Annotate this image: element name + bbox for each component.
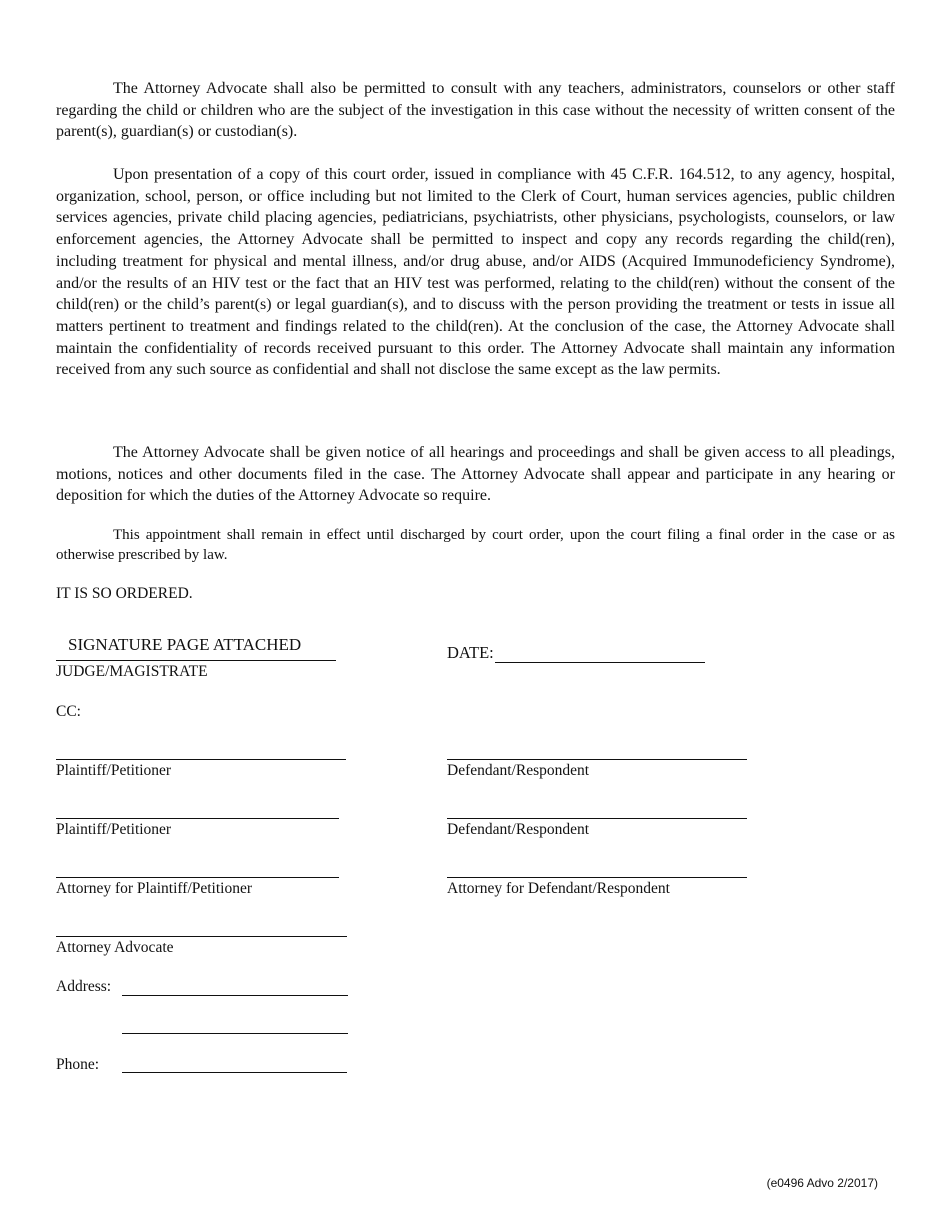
- phone-line[interactable]: [122, 1072, 347, 1073]
- signature-stamp: SIGNATURE PAGE ATTACHED: [68, 635, 302, 654]
- defendant-1-line[interactable]: [447, 759, 747, 760]
- paragraph-appointment-duration: This appointment shall remain in effect until discharged by court order, upon the court filing a final order in the case or as otherwise prescribed by law.: [56, 527, 895, 563]
- address-line-2[interactable]: [122, 1033, 348, 1034]
- form-code: (e0496 Advo 2/2017): [766, 1176, 878, 1190]
- paragraph-records-access: Upon presentation of a copy of this court order, issued in compliance with 45 C.F.R. 164.512, to any agency, hospital, organization, school, person, or office including but not limited to the Clerk of Court, human services agencies, public children services agencies, private child placing agencies, pediatricians, psychiatrists, other physicians, psychologists, counselors, or law enforcement agencies, the Attorney Advocate shall be permitted to inspect and copy any records regarding the child(ren), including treatment for physical and mental illness, and/or drug abuse, and/or AIDS (Acquired Immunodeficiency Syndrome), and/or the results of an HIV test or the fact that an HIV test was performed, relating to the child(ren) without the consent of the child(ren) or the child’s parent(s) or legal guardian(s), and to discuss with the person providing the treatment or tests in issue all matters pertinent to treatment and findings related to the child(ren). At the conclusion of the case, the Attorney Advocate shall maintain the confidentiality of records received pursuant to this order. The Attorney Advocate shall maintain any information received from any such source as confidential and shall not disclose the same except as the law permits.: [56, 166, 895, 379]
- defendant-attorney-line[interactable]: [447, 877, 747, 878]
- attorney-advocate-label: Attorney Advocate: [56, 939, 174, 956]
- defendant-attorney-label: Attorney for Defendant/Respondent: [447, 880, 670, 897]
- plaintiff-1-line[interactable]: [56, 759, 346, 760]
- plaintiff-1-label: Plaintiff/Petitioner: [56, 762, 172, 779]
- date-label: DATE:: [447, 643, 494, 662]
- defendant-1-label: Defendant/Respondent: [447, 762, 590, 779]
- paragraph-notice-hearings: The Attorney Advocate shall be given notice of all hearings and proceedings and shall be given access to all pleadings, motions, notices and other documents filed in the case. The Attorney Advocate shall appear and participate in any hearing or deposition for which the duties of the Attorney Advocate so require.: [56, 444, 895, 505]
- attorney-advocate-line[interactable]: [56, 936, 347, 937]
- cc-label: CC:: [56, 703, 81, 720]
- plaintiff-2-line[interactable]: [56, 818, 339, 819]
- order-statement: IT IS SO ORDERED.: [56, 585, 193, 602]
- plaintiff-attorney-label: Attorney for Plaintiff/Petitioner: [56, 880, 253, 897]
- judge-label: JUDGE/MAGISTRATE: [56, 663, 208, 680]
- plaintiff-attorney-line[interactable]: [56, 877, 339, 878]
- phone-label: Phone:: [56, 1056, 100, 1073]
- address-line-1[interactable]: [122, 995, 348, 996]
- date-line[interactable]: [495, 662, 705, 663]
- address-label: Address:: [56, 978, 112, 995]
- judge-signature-line: [56, 660, 336, 661]
- paragraph-consult-staff: The Attorney Advocate shall also be permitted to consult with any teachers, administrators, counselors or other staff regarding the child or children who are the subject of the investigation in this case without the necessity of written consent of the parent(s), guardian(s) or custodian(s).: [56, 80, 895, 141]
- plaintiff-2-label: Plaintiff/Petitioner: [56, 821, 172, 838]
- defendant-2-line[interactable]: [447, 818, 747, 819]
- defendant-2-label: Defendant/Respondent: [447, 821, 590, 838]
